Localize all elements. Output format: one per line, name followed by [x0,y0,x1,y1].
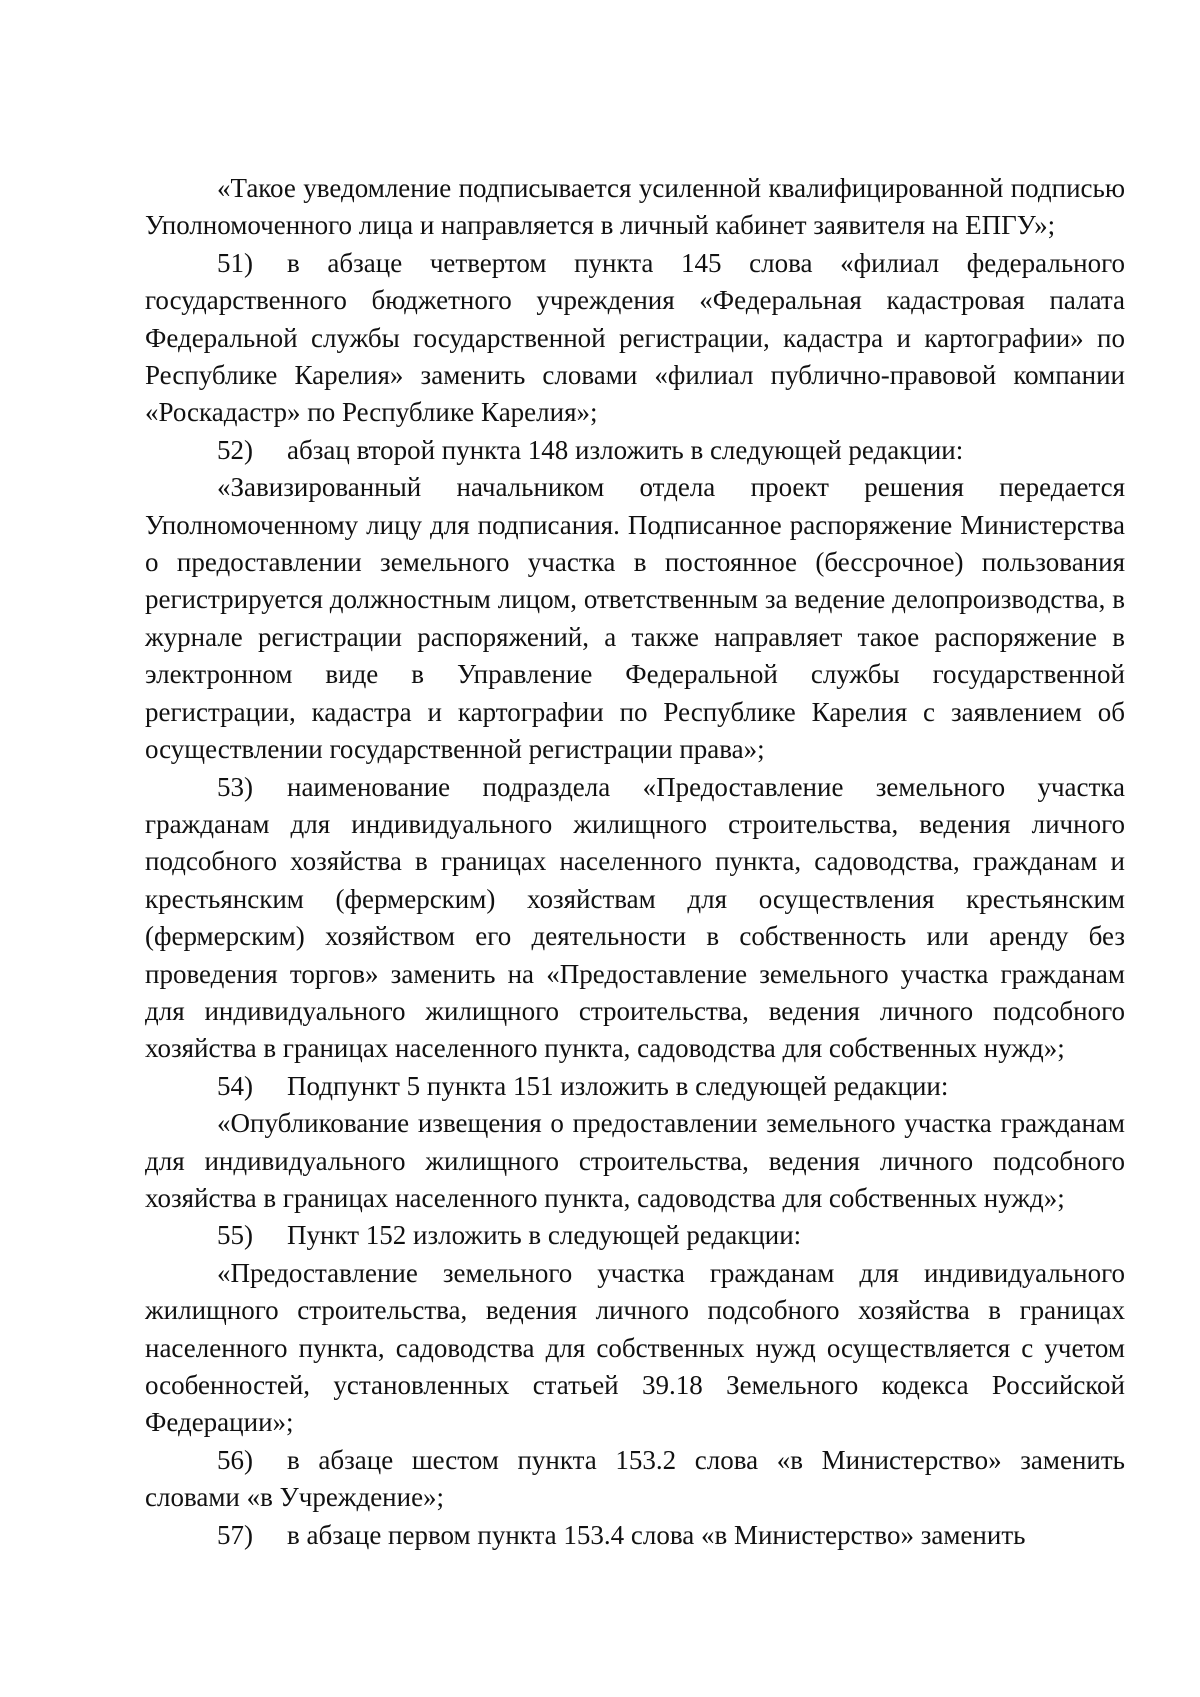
item-number: 53) [217,771,253,802]
paragraph-text: «Такое уведомление подписывается усиленной квалифицированной подписью Уполномоченного лица и направляется в личный кабинет заявителя на ЕПГУ»; [145,173,1125,241]
paragraph-text: наименование подраздела «Предоставление земельного участка гражданам для индивидуального жилищного строительства, ведения личного подсобного хозяйства в границах населенного пункта, садоводства, гражданам и крестьянским (фермерским) хозяйствам для осуществления крестьянским (фермерским) хозяйством его деятельности в собственность или аренду без проведения торгов» заменить на «Предоставление земельного участка гражданам для индивидуального жилищного строительства, ведения личного подсобного хозяйства в границах населенного пункта, садоводства для собственных нужд»; [145,771,1125,1064]
paragraph-item-56 [145,1442,1125,1517]
paragraph-text: «Опубликование извещения о предоставлении земельного участка гражданам для индивидуального жилищного строительства, ведения личного подсобного хозяйства в границах населенного пункта, садоводства для собственных нужд»; [145,1108,1125,1213]
paragraph-text: абзац второй пункта 148 изложить в следующей редакции: [287,434,964,465]
paragraph-quote-148 [145,469,1125,768]
item-number: 56) [217,1444,253,1475]
document-page [145,170,1125,1554]
paragraph-text: Пункт 152 изложить в следующей редакции: [287,1220,802,1251]
paragraph-item-54 [145,1068,1125,1105]
paragraph-text: «Завизированный начальником отдела проект решения передается Уполномоченному лицу для подписания. Подписанное распоряжение Министерства о предоставлении земельного участка в постоянное (бессрочное) пользования регистрируется должностным лицом, ответственным за ведение делопроизводства, в журнале регистрации распоряжений, а также направляет такое распоряжение в электронном виде в Управление Федеральной службы государственной регистрации, кадастра и картографии по Республике Карелия с заявлением об осуществлении государственной регистрации права»; [145,472,1125,765]
paragraph-quote-151 [145,1105,1125,1217]
paragraph-text: Подпункт 5 пункта 151 изложить в следующей редакции: [287,1070,949,1101]
paragraph-item-53 [145,769,1125,1068]
item-number: 51) [217,247,253,278]
paragraph-item-52 [145,432,1125,469]
paragraph-item-57 [145,1517,1125,1554]
paragraph-text: в абзаце первом пункта 153.4 слова «в Министерство» заменить [287,1519,1026,1550]
paragraph-epgu-notice [145,170,1125,245]
paragraph-item-55 [145,1217,1125,1254]
paragraph-text: в абзаце четвертом пункта 145 слова «филиал федерального государственного бюджетного учреждения «Федеральная кадастровая палата Федеральной службы государственной регистрации, кадастра и картографии» по Республике Карелия» заменить словами «филиал публично-правовой компании «Роскадастр» по Республике Карелия»; [145,247,1125,428]
paragraph-text: «Предоставление земельного участка гражданам для индивидуального жилищного строительства, ведения личного подсобного хозяйства в границах населенного пункта, садоводства для собственных нужд осуществляется с учетом особенностей, установленных статьей 39.18 Земельного кодекса Российской Федерации»; [145,1257,1125,1438]
item-number: 55) [217,1220,253,1251]
item-number: 57) [217,1519,253,1550]
paragraph-quote-152 [145,1255,1125,1442]
item-number: 52) [217,434,253,465]
paragraph-text: в абзаце шестом пункта 153.2 слова «в Министерство» заменить словами «в Учреждение»; [145,1444,1125,1513]
paragraph-item-51 [145,245,1125,432]
item-number: 54) [217,1070,253,1101]
